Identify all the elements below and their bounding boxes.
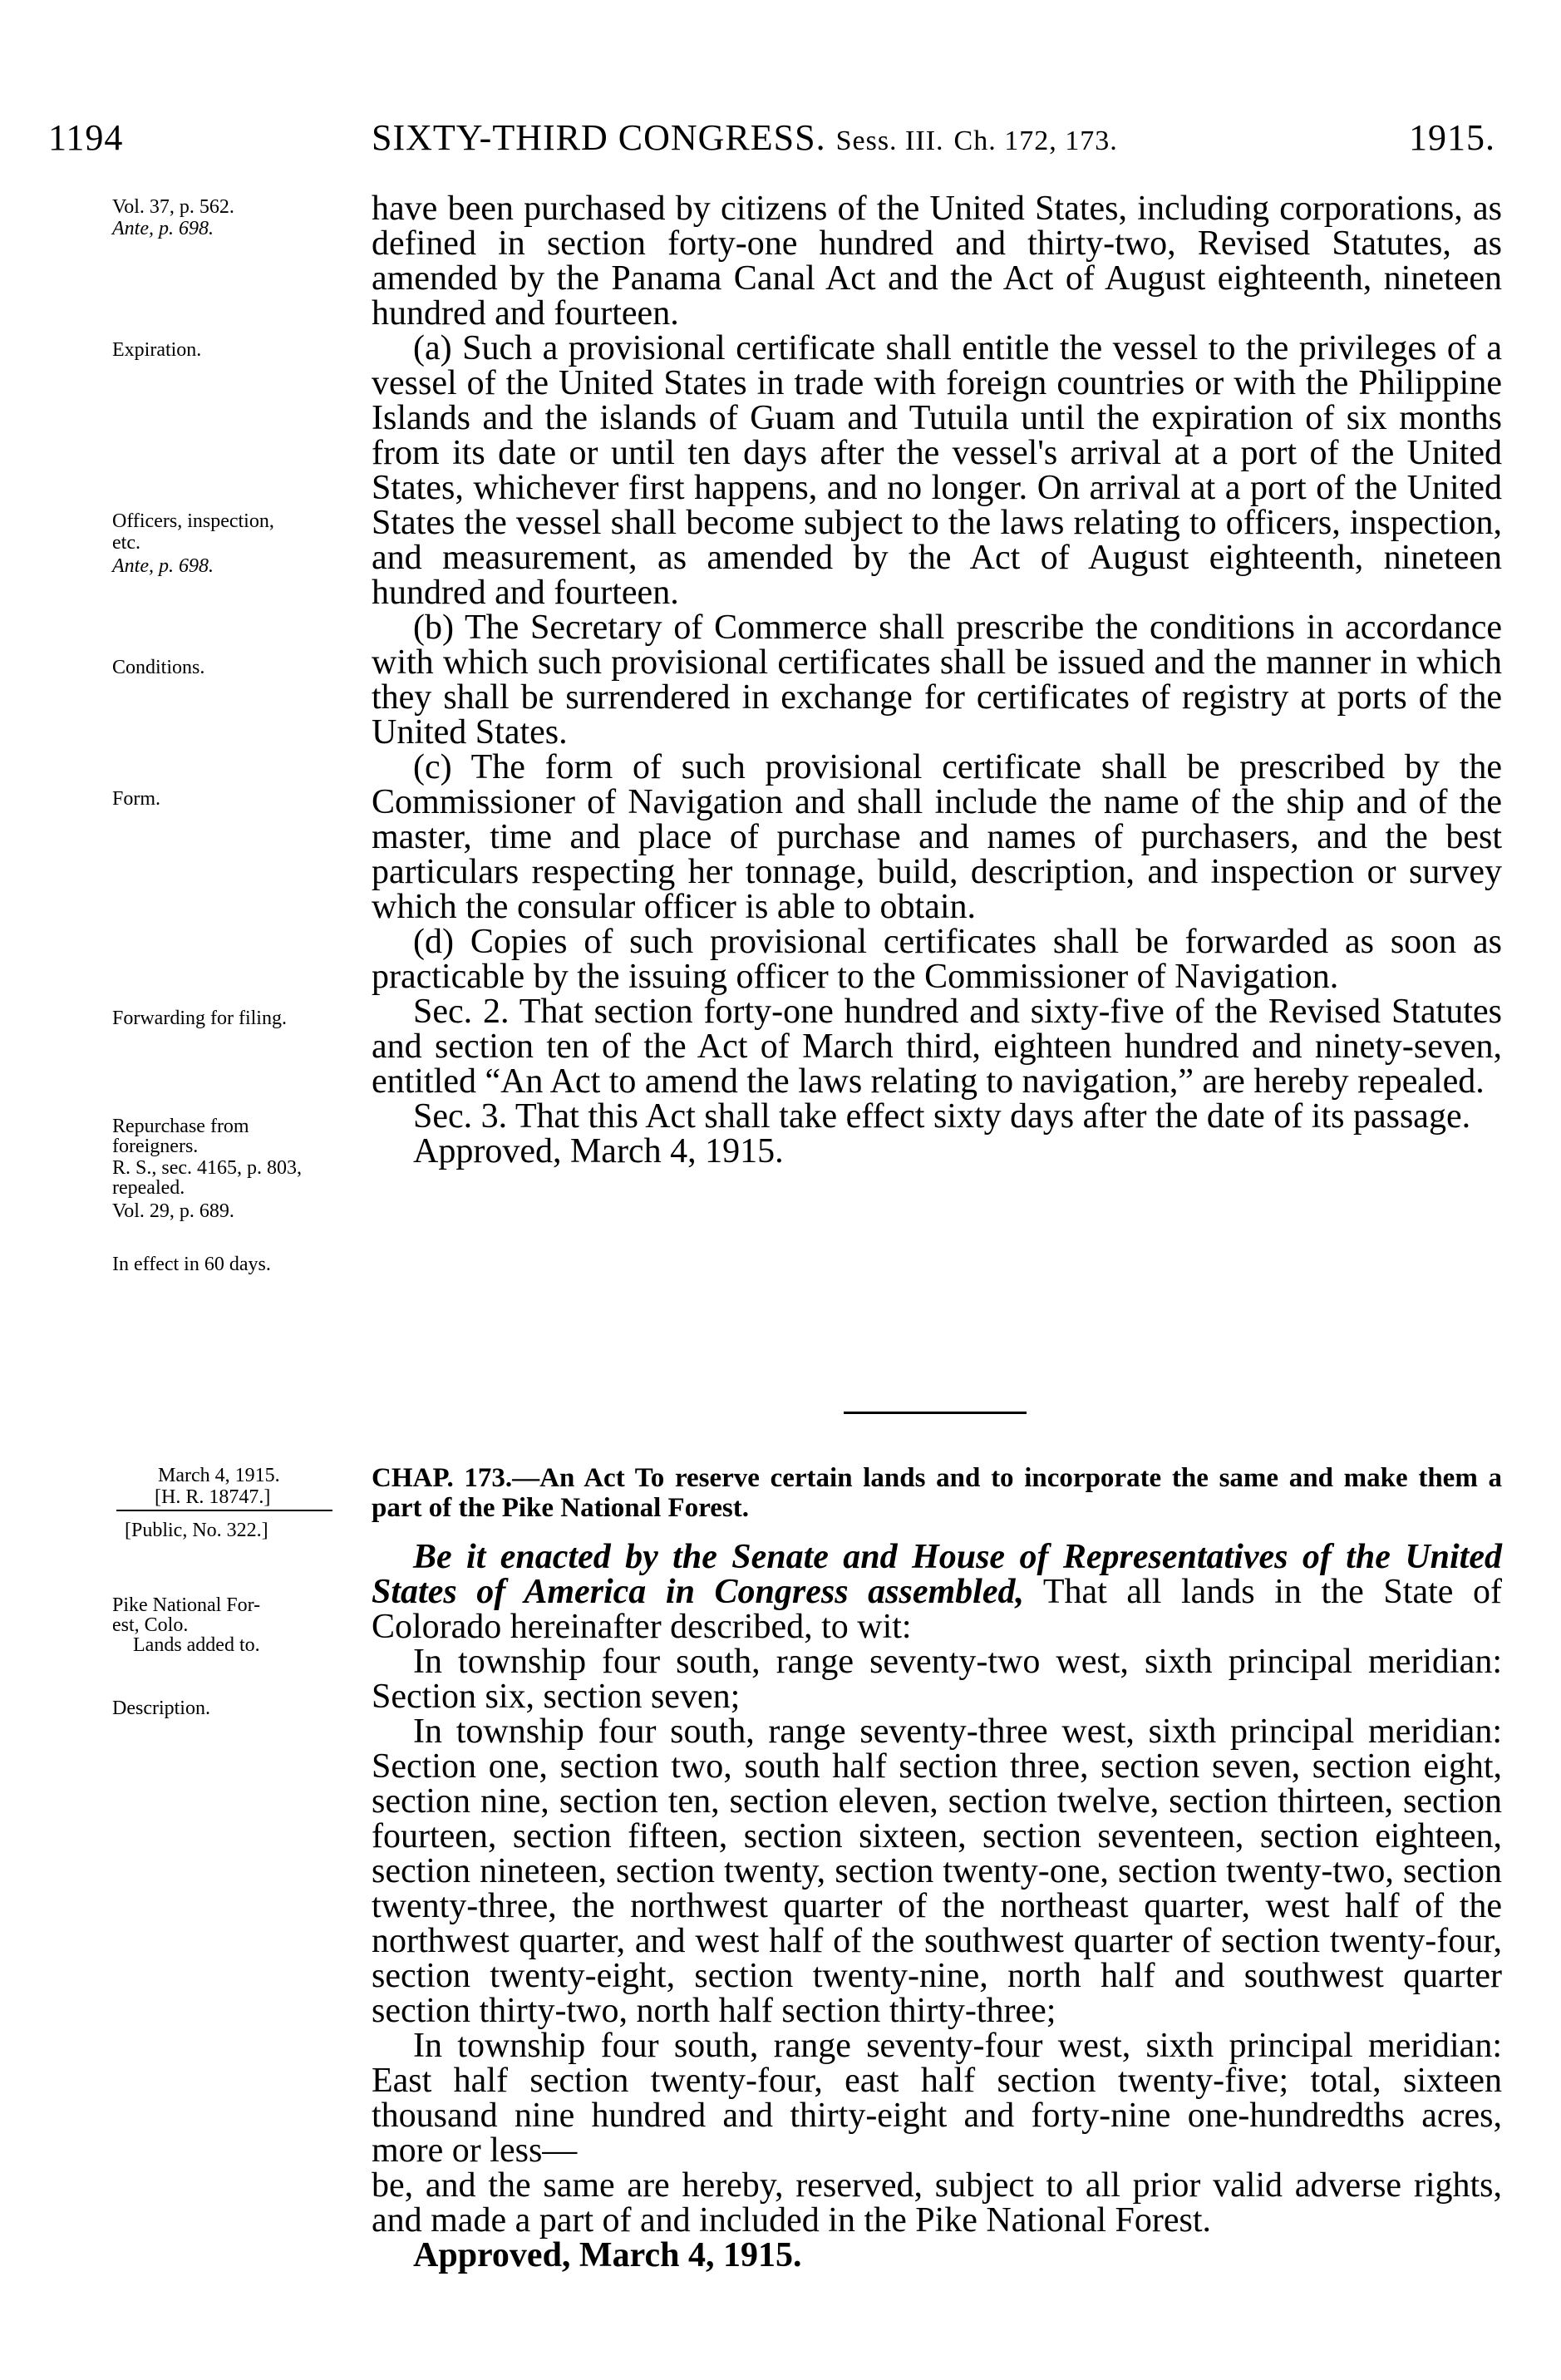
margin-note-pike-est: est, Colo. [112,1614,189,1636]
enacting-clause [372,1540,1502,1644]
margin-note-rs: R. S., sec. 4165, p. 803, [112,1157,302,1179]
paragraph-d: (d) Copies of such provisional certificates shall be forwarded as soon as practicable by the issuing officer to the Commissioner of Navigation. [372,923,1502,996]
margin-note-effect: In effect in 60 days. [112,1254,271,1275]
margin-note-lands: Lands added to. [133,1634,260,1656]
margin-note-officers-etc: etc. [112,532,140,554]
margin-divider [116,1510,332,1511]
margin-note-ante-b: Ante, p. 698. [112,555,214,577]
enacting-formula: Be it enacted by the Senate and House of Representatives of the United States of America in Congress assembled, [372,1538,1502,1611]
township-73: In township four south, range seventy-three west, sixth principal meridian: Section one, section two, south half section three, section seven, section eight, section nine, section ten, section eleven, section twelve, section thirteen, section fourteen, section fifteen, section sixteen, section seventeen, section eighteen, section nineteen, section twenty, section twenty-one, section twenty-two, section twenty-three, the northwest quarter of the northeast quarter, west half of the northwest quarter, and west half of the southwest quarter of section twenty-four, section twenty-eight, section twenty-nine, north half and southwest quarter section thirty-two, north half section thirty-three; [372,1712,1502,2030]
chapter-173-act-title: —An Act To reserve certain lands and to incorporate the same and make them a part of the Pike National Forest. [372,1463,1502,1523]
margin-note-ante-a: Ante, p. 698. [112,218,214,239]
enacting-text: That all lands in the State of Colorado hereinafter described, to wit: [372,1573,1502,1646]
margin-note-form: Form. [112,788,161,810]
paragraph-c: (c) The form of such provisional certificate shall be prescribed by the Commissioner of Navigation and shall include the name of the ship and of the master, time and place of purchase and names of purchasers, and the best particulars respecting her tonnage, build, description, and inspection or survey which the consular officer is able to obtain. [372,748,1502,926]
paragraph-b: (b) The Secretary of Commerce shall prescribe the conditions in accordance with which such provisional certificates shall be issued and the manner in which they shall be surrendered in exchange for certificates of registry at ports of the United States. [372,609,1502,751]
margin-note-bill: [H. R. 18747.] [155,1486,271,1508]
closing-clause: be, and the same are hereby, reserved, subject to all prior valid adverse rights, and made a part of and included in the Pike National Forest. [372,2166,1502,2240]
margin-note-forwarding: Forwarding for filing. [112,1008,287,1029]
margin-note-description: Description. [112,1698,210,1719]
chapter-172-body [372,191,1502,1169]
header-chapter: Ch. 172, 173. [953,126,1118,156]
approved-172: Approved, March 4, 1915. [413,1132,784,1170]
chapter-173-label: CHAP. 173. [372,1463,513,1493]
township-74: In township four south, range seventy-four west, sixth principal meridian: East half section twenty-four, east half section twenty-five; total, sixteen thousand nine hundred and thirty-eight and forty-nine one-hundredths acres, more or less— [372,2027,1502,2170]
header-year: 1915. [1409,117,1495,158]
section-3: Sec. 3. That this Act shall take effect sixty days after the date of its passage. [413,1097,1471,1136]
header-congress: SIXTY-THIRD CONGRESS. [372,117,826,158]
margin-note-repurchase: Repurchase from [112,1116,249,1137]
section-2: Sec. 2. That section forty-one hundred and sixty-five of the Revised Statutes and section ten of the Act of March third, eighteen hundred and ninety-seven, entitled “An Act to amend the laws relating to navigation,” are hereby repealed. [372,993,1502,1101]
running-header [372,116,1118,159]
margin-note-vol29: Vol. 29, p. 689. [112,1200,234,1222]
chapter-divider [844,1412,1027,1414]
margin-note-pike: Pike National For- [112,1594,261,1616]
margin-note-repealed: repealed. [112,1177,185,1199]
margin-note-vol37: Vol. 37, p. 562. [112,196,234,218]
page-number: 1194 [48,117,124,158]
header-session: Sess. III. [835,126,944,156]
margin-note-public: [Public, No. 322.] [125,1520,268,1541]
township-72: In township four south, range seventy-two west, sixth principal meridian: Section six, section seven; [372,1643,1502,1716]
margin-note-expiration: Expiration. [112,339,202,361]
margin-note-foreigners: foreigners. [112,1136,199,1157]
chapter-173-title [372,1463,1502,1523]
paragraph-a: (a) Such a provisional certificate shall entitle the vessel to the privileges of a vessel of the United States in trade with foreign countries or with the Philippine Islands and the islands of Guam and Tutuila until the expiration of six months from its date or until ten days after the vessel's arrival at a port of the United States, whichever first happens, and no longer. On arrival at a port of the United States the vessel shall become subject to the laws relating to officers, inspection, and measurement, as amended by the Act of August eighteenth, nineteen hundred and fourteen. [372,329,1502,612]
paragraph-intro: have been purchased by citizens of the United States, including corporations, as defined in section forty-one hundred and thirty-two, Revised Statutes, as amended by the Panama Canal Act and the Act of August eighteenth, nineteen hundred and fourteen. [372,190,1502,333]
margin-note-officers: Officers, inspection, [112,510,274,532]
margin-note-date: March 4, 1915. [158,1465,280,1486]
chapter-173-body [372,1540,1502,2273]
margin-note-conditions: Conditions. [112,657,205,678]
approved-173: Approved, March 4, 1915. [413,2236,802,2274]
